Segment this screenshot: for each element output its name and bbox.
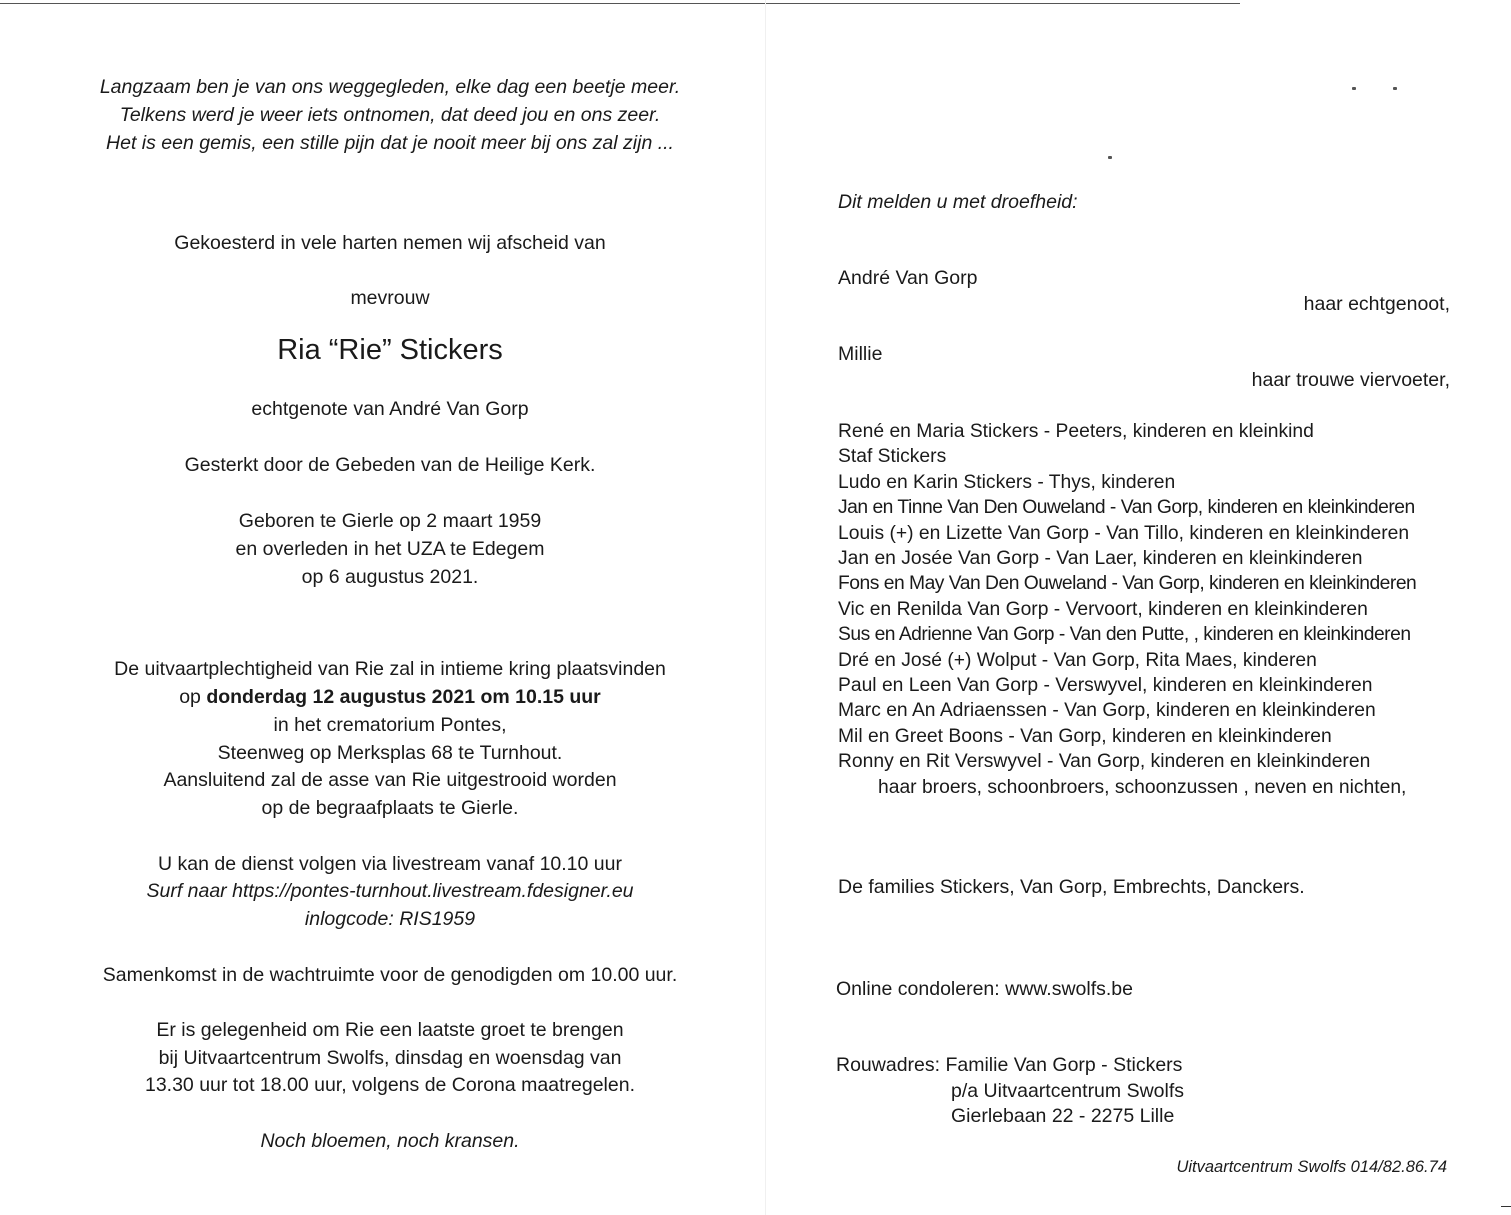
ceremony-line-1: De uitvaartplechtigheid van Rie zal in intieme kring plaatsvinden xyxy=(114,658,666,680)
pet-name: Millie xyxy=(838,343,883,365)
ceremony-date-line xyxy=(70,684,710,712)
corner-mark xyxy=(1501,1206,1511,1207)
husband-name: André Van Gorp xyxy=(838,267,978,289)
family-line: Ludo en Karin Stickers - Thys, kinderen xyxy=(838,471,1176,493)
condolences-text: Online condoleren: www.swolfs.be xyxy=(836,978,1133,1000)
family-list xyxy=(838,419,1416,800)
title-text: mevrouw xyxy=(350,287,430,309)
families-text: De families Stickers, Van Gorp, Embrechts, Danckers. xyxy=(838,876,1305,898)
ceremony-date-prefix: op xyxy=(179,686,207,708)
ceremony-date: donderdag 12 augustus 2021 om 10.15 uur xyxy=(206,686,601,708)
birth-line-3: op 6 augustus 2021. xyxy=(301,566,479,588)
address-line-2: p/a Uitvaartcentrum Swolfs xyxy=(951,1079,1185,1102)
ceremony-line-4: Steenweg op Merksplas 68 te Turnhout. xyxy=(217,742,563,764)
family-line: Vic en Renilda Van Gorp - Vervoort, kinderen en kleinkinderen xyxy=(838,598,1368,620)
birth-line-2: en overleden in het UZA te Edegem xyxy=(235,538,545,560)
family-line: Sus en Adrienne Van Gorp - Van den Putte, , kinderen en kleinkinderen xyxy=(838,624,1411,646)
church-text: Gesterkt door de Gebeden van de Heilige Kerk. xyxy=(184,454,596,476)
intro-text: Gekoesterd in vele harten nemen wij afscheid van xyxy=(174,232,606,254)
family-line: Staf Stickers xyxy=(838,446,947,468)
birth-line-1: Geboren te Gierle op 2 maart 1959 xyxy=(238,510,542,532)
announce-text: Dit melden u met droefheid: xyxy=(838,191,1078,213)
funeral-home-footer: Uitvaartcentrum Swolfs 014/82.86.74 xyxy=(1176,1158,1447,1176)
ceremony-line-3: in het crematorium Pontes, xyxy=(273,714,507,736)
family-line: Dré en José (+) Wolput - Van Gorp, Rita Maes, kinderen xyxy=(838,649,1317,671)
address-line-3: Gierlebaan 22 - 2275 Lille xyxy=(951,1105,1175,1127)
livestream-code: inlogcode: RIS1959 xyxy=(304,908,476,930)
ceremony-line-6: op de begraafplaats te Gierle. xyxy=(261,797,519,819)
poem-line-2: Telkens werd je weer iets ontnomen, dat deed jou en ons zeer. xyxy=(119,104,661,126)
family-line: Jan en Tinne Van Den Ouweland - Van Gorp, kinderen en kleinkinderen xyxy=(838,497,1415,519)
address-line-1: Rouwadres: Familie Van Gorp - Stickers xyxy=(836,1054,1183,1076)
livestream-url: Surf naar https://pontes-turnhout.livestream.fdesigner.eu xyxy=(146,880,634,902)
spouse-text: echtgenote van André Van Gorp xyxy=(251,398,529,420)
top-rule xyxy=(0,3,1240,4)
speck xyxy=(1108,156,1112,159)
poem-line-1: Langzaam ben je van ons weggegleden, elke dag een beetje meer. xyxy=(99,76,681,98)
poem-line-3: Het is een gemis, een stille pijn dat je nooit meer bij ons zal zijn ... xyxy=(106,132,674,154)
family-closing: haar broers, schoonbroers, schoonzussen , neven en nichten, xyxy=(878,776,1407,798)
flowers-text: Noch bloemen, noch kransen. xyxy=(260,1130,520,1152)
family-line: Paul en Leen Van Gorp - Verswyvel, kinderen en kleinkinderen xyxy=(838,675,1373,697)
mourning-address xyxy=(836,1053,1184,1130)
farewell-line-2: bij Uitvaartcentrum Swolfs, dinsdag en woensdag van xyxy=(158,1047,622,1069)
family-line: Mil en Greet Boons - Van Gorp, kinderen en kleinkinderen xyxy=(838,725,1332,747)
ceremony-line-5: Aansluitend zal de asse van Rie uitgestrooid worden xyxy=(163,769,617,791)
farewell-line-3: 13.30 uur tot 18.00 uur, volgens de Corona maatregelen. xyxy=(144,1074,635,1096)
family-line: Ronny en Rit Verswyvel - Van Gorp, kinderen en kleinkinderen xyxy=(838,751,1371,773)
family-line: Louis (+) en Lizette Van Gorp - Van Tillo, kinderen en kleinkinderen xyxy=(838,522,1410,544)
husband-role: haar echtgenoot, xyxy=(1303,293,1450,315)
deceased-name: Ria “Rie” Stickers xyxy=(277,334,503,366)
speck xyxy=(1352,87,1356,90)
family-line: René en Maria Stickers - Peeters, kinderen en kleinkind xyxy=(838,421,1314,442)
family-line: Marc en An Adriaenssen - Van Gorp, kinderen en kleinkinderen xyxy=(838,700,1376,722)
speck xyxy=(1393,87,1397,90)
family-line: Jan en Josée Van Gorp - Van Laer, kinderen en kleinkinderen xyxy=(838,548,1363,570)
livestream-line-1: U kan de dienst volgen via livestream vanaf 10.10 uur xyxy=(158,853,622,875)
farewell-line-1: Er is gelegenheid om Rie een laatste groet te brengen xyxy=(156,1019,624,1041)
family-line: Fons en May Van Den Ouweland - Van Gorp, kinderen en kleinkinderen xyxy=(838,573,1417,595)
pet-role: haar trouwe viervoeter, xyxy=(1251,369,1450,391)
page-fold xyxy=(765,0,766,1215)
gathering-text: Samenkomst in de wachtruimte voor de genodigden om 10.00 uur. xyxy=(102,964,678,986)
